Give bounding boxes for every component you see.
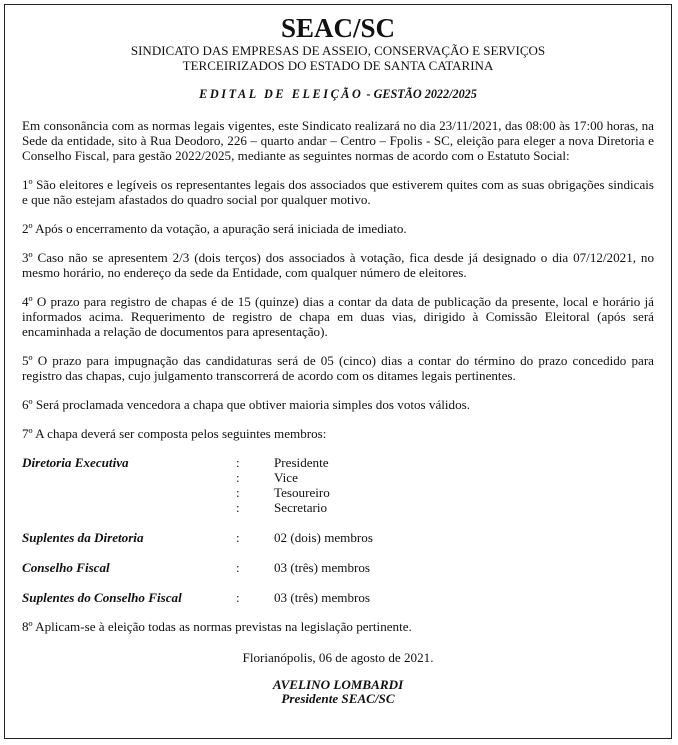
signature-block bbox=[22, 678, 654, 706]
colon: : bbox=[236, 590, 240, 605]
item-2: 2º Após o encerramento da votação, a apuração será iniciada de imediato. bbox=[22, 221, 407, 236]
member-row-diretoria bbox=[22, 455, 654, 470]
item-7: 7º A chapa deverá ser composta pelos seguintes membros: bbox=[22, 426, 327, 441]
colon: : bbox=[236, 500, 240, 515]
intro-paragraph: Em consonância com as normas legais vigentes, este Sindicato realizará no dia 23/11/2021, das 08:00 às 17:00 horas, na Sede da entidade, sito à Rua Deodoro, 226 – quarto andar – Centro – Fpolis - SC, eleição para eleger a nova Diretoria e Conselho Fiscal, para gestão 2022/2025, mediante as seguintes normas de acordo com o Estatuto Social: bbox=[22, 118, 654, 163]
colon: : bbox=[236, 485, 240, 500]
date-line: Florianópolis, 06 de agosto de 2021. bbox=[242, 650, 434, 665]
conselho-fiscal-label: Conselho Fiscal bbox=[22, 560, 110, 575]
edital-heading-main: EDITAL DE ELEIÇÃO bbox=[199, 87, 364, 101]
diretoria-role-vice: Vice bbox=[274, 470, 298, 485]
subtitle-line-1: SINDICATO DAS EMPRESAS DE ASSEIO, CONSERVAÇÃO E SERVIÇOS bbox=[130, 43, 546, 58]
diretoria-role-presidente: Presidente bbox=[274, 455, 329, 470]
signer-role: Presidente SEAC/SC bbox=[281, 691, 395, 706]
member-row-secretario bbox=[22, 500, 654, 515]
item-6: 6º Será proclamada vencedora a chapa que obtiver maioria simples dos votos válidos. bbox=[22, 397, 471, 412]
suplentes-conselho-label: Suplentes do Conselho Fiscal bbox=[22, 590, 182, 605]
item-1: 1º São eleitores e legíveis os representantes legais dos associados que estiverem quites com as suas obrigações sindicais e que não estejam afastados do quadro social por qualquer motivo. bbox=[22, 177, 654, 207]
item-4: 4º O prazo para registro de chapas é de 15 (quinze) dias a contar da data de publicação da presente, local e horário já informados acima. Requerimento de registro de chapa em duas vias, dirigido à Comissão Eleitoral (após será encaminhada a relação de documentos para apresentação). bbox=[22, 294, 654, 339]
colon: : bbox=[236, 560, 240, 575]
item-3: 3º Caso não se apresentem 2/3 (dois terços) dos associados à votação, fica desde já designado o dia 07/12/2021, no mesmo horário, no endereço da sede da Entidade, com qualquer número de eleitores. bbox=[22, 250, 654, 280]
colon: : bbox=[236, 530, 240, 545]
item-8: 8º Aplicam-se à eleição todas as normas previstas na legislação pertinente. bbox=[22, 619, 412, 634]
member-row-suplentes-conselho bbox=[22, 590, 654, 605]
suplentes-diretoria-value: 02 (dois) membros bbox=[274, 530, 373, 545]
suplentes-diretoria-label: Suplentes da Diretoria bbox=[22, 530, 144, 545]
members-list bbox=[22, 455, 654, 605]
diretoria-role-tesoureiro: Tesoureiro bbox=[274, 485, 330, 500]
subtitle-line-2: TERCEIRIZADOS DO ESTADO DE SANTA CATARINA bbox=[182, 58, 494, 73]
colon: : bbox=[236, 455, 240, 470]
member-row-conselho-fiscal bbox=[22, 560, 654, 575]
conselho-fiscal-value: 03 (três) membros bbox=[274, 560, 370, 575]
member-row-tesoureiro bbox=[22, 485, 654, 500]
member-row-suplentes-diretoria bbox=[22, 530, 654, 545]
diretoria-label: Diretoria Executiva bbox=[22, 455, 129, 470]
suplentes-conselho-value: 03 (três) membros bbox=[274, 590, 370, 605]
document-title: SEAC/SC bbox=[280, 13, 396, 43]
colon: : bbox=[236, 470, 240, 485]
edital-heading bbox=[22, 87, 654, 102]
edital-heading-gestao: - GESTÃO 2022/2025 bbox=[363, 87, 477, 101]
item-5: 5º O prazo para impugnação das candidaturas será de 05 (cinco) dias a contar do término do prazo concedido para registro das chapas, cujo julgamento transcorrerá de acordo com os ditames legais pertinentes. bbox=[22, 353, 654, 383]
signer-name: AVELINO LOMBARDI bbox=[272, 677, 404, 692]
member-row-vice bbox=[22, 470, 654, 485]
diretoria-role-secretario: Secretario bbox=[274, 500, 328, 515]
edital-document bbox=[22, 14, 654, 706]
